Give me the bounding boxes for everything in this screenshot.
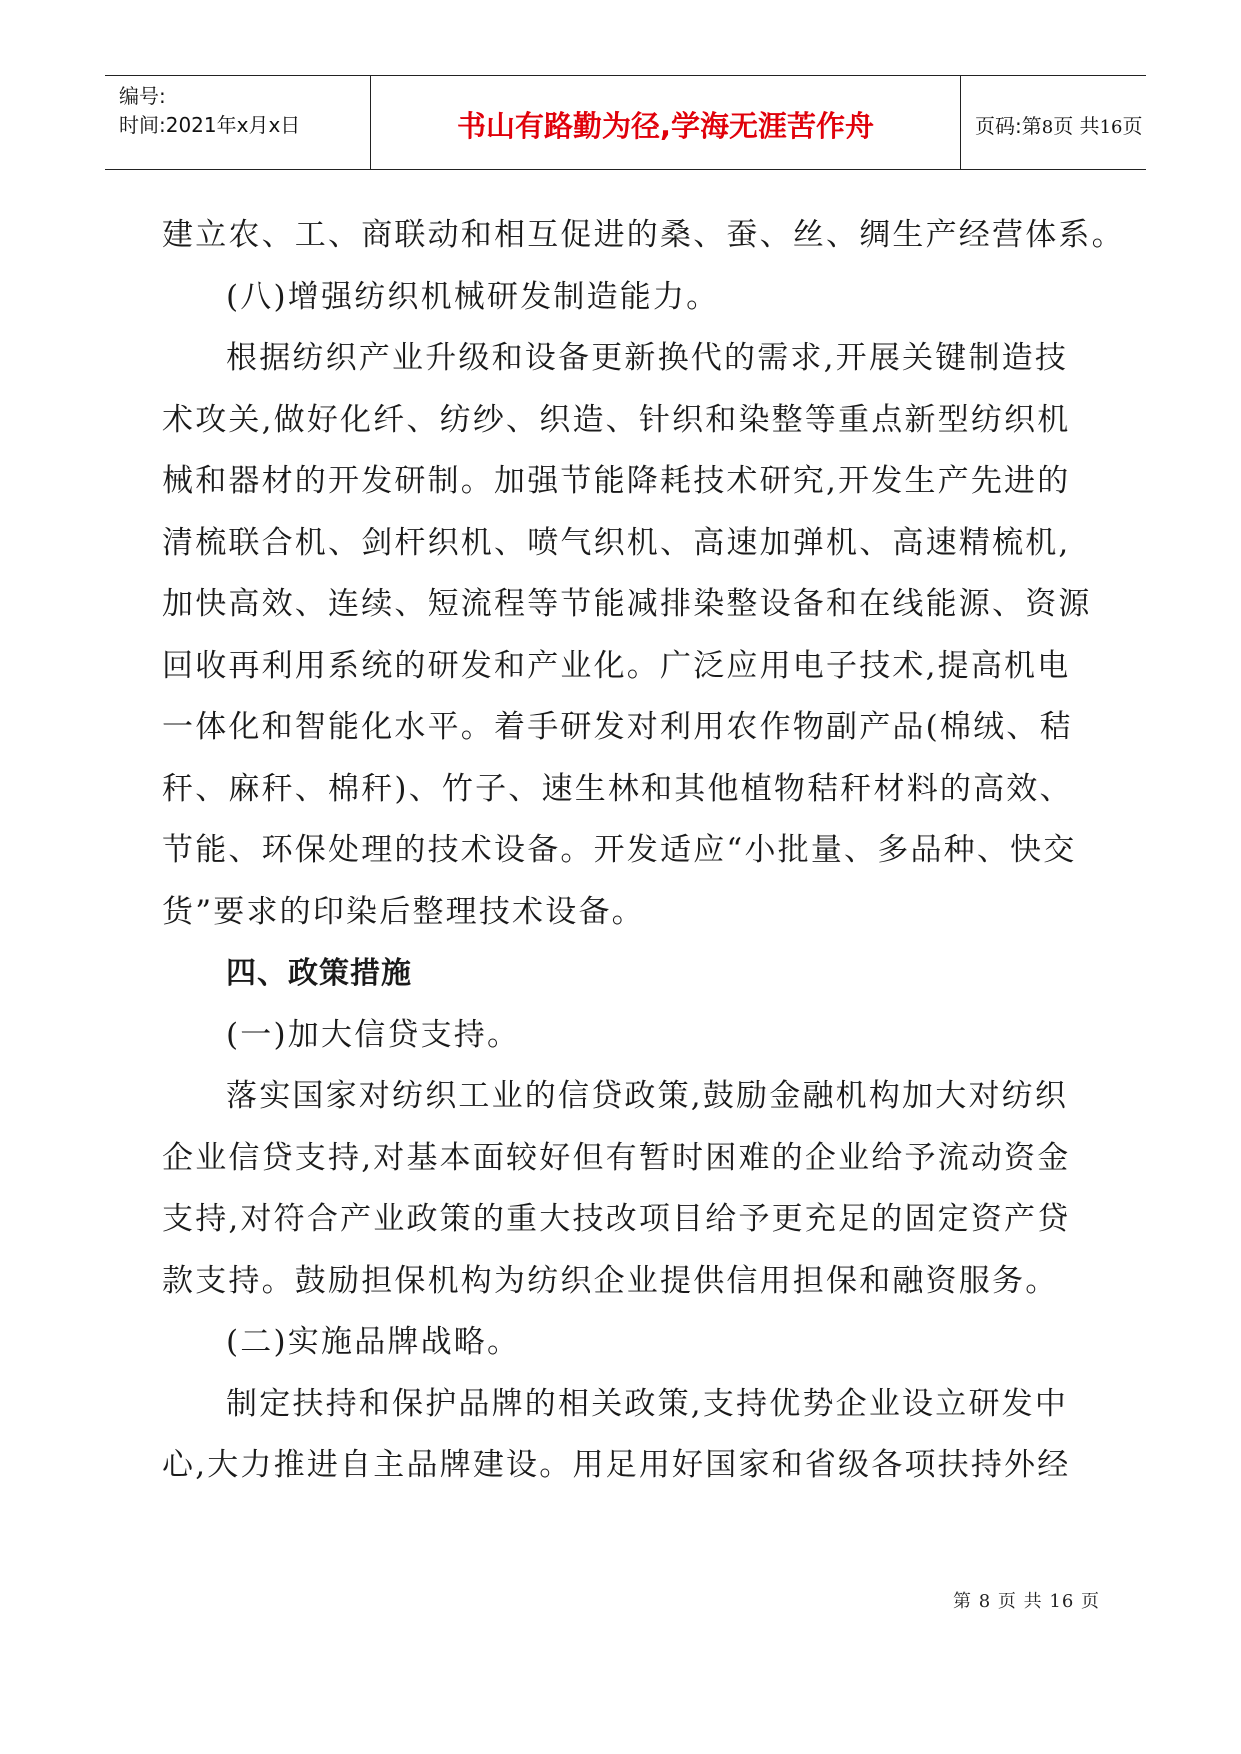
body-text-line: 根据纺织产业升级和设备更新换代的需求,开展关键制造技 <box>226 340 1069 376</box>
body-text-line: 械和器材的开发研制。加强节能降耗技术研究,开发生产先进的 <box>162 463 1071 499</box>
header-page-code <box>975 110 1142 139</box>
body-text-line: 制定扶持和保护品牌的相关政策,支持优势企业设立研发中 <box>226 1385 1069 1422</box>
body-text-line: 节能、环保处理的技术设备。开发适应“小批量、多品种、快交 <box>162 832 1077 868</box>
body-text-line: 企业信贷支持,对基本面较好但有暂时困难的企业给予流动资金 <box>162 1139 1071 1176</box>
body-text-line: 款支持。鼓励担保机构为纺织企业提供信用担保和融资服务。 <box>162 1262 1059 1299</box>
body-text-line: 建立农、工、商联动和相互促进的桑、蚕、丝、绸生产经营体系。 <box>162 217 1125 253</box>
document-time-label: 时间:2021年x月x日 <box>119 113 301 137</box>
document-body <box>162 205 1125 1497</box>
body-text-line: 术攻关,做好化纤、纺纱、织造、针织和染整等重点新型纺织机 <box>162 401 1071 438</box>
page-code-prefix: 页码:第 <box>975 114 1042 138</box>
body-text-line: (二)实施品牌战略。 <box>226 1324 521 1360</box>
body-text-line: 清梳联合机、剑杆织机、喷气织机、高速加弹机、高速精梳机, <box>162 524 1071 561</box>
header-motto: 书山有路勤为径,学海无涯苦作舟 <box>456 109 875 143</box>
body-text-line: (八)增强纺织机械研发制造能力。 <box>226 278 720 315</box>
body-text-line: 支持,对符合产业政策的重大技改项目给予更充足的固定资产贷 <box>162 1201 1071 1237</box>
page-code-mid: 页 共 <box>1053 114 1100 138</box>
page-code-total: 16 <box>1099 117 1123 138</box>
page-footer: 第 8 页 共 16 页 <box>953 1591 1100 1612</box>
header-info-cell <box>105 76 370 169</box>
header-page-cell <box>961 76 1146 169</box>
header-motto-cell <box>370 76 961 169</box>
body-text-line: 货”要求的印染后整理技术设备。 <box>162 893 645 930</box>
body-text-line: 心,大力推进自主品牌建设。用足用好国家和省级各项扶持外经 <box>162 1447 1071 1483</box>
page-header <box>105 75 1146 170</box>
body-text-line: 回收再利用系统的研发和产业化。广泛应用电子技术,提高机电 <box>162 647 1071 684</box>
body-text-line: 落实国家对纺织工业的信贷政策,鼓励金融机构加大对纺织 <box>226 1078 1069 1114</box>
body-text-line: 一体化和智能化水平。着手研发对利用农作物副产品(棉绒、秸 <box>162 709 1073 745</box>
section-heading: 四、政策措施 <box>226 956 412 991</box>
body-text-line: (一)加大信贷支持。 <box>226 1016 521 1053</box>
body-text-line: 加快高效、连续、短流程等节能减排染整设备和在线能源、资源 <box>162 586 1092 622</box>
page-code-current: 8 <box>1041 117 1054 138</box>
page-code-suffix: 页 <box>1122 114 1143 138</box>
document-code-label: 编号: <box>119 84 166 108</box>
body-text-line: 秆、麻秆、棉秆)、竹子、速生林和其他植物秸秆材料的高效、 <box>162 770 1073 807</box>
